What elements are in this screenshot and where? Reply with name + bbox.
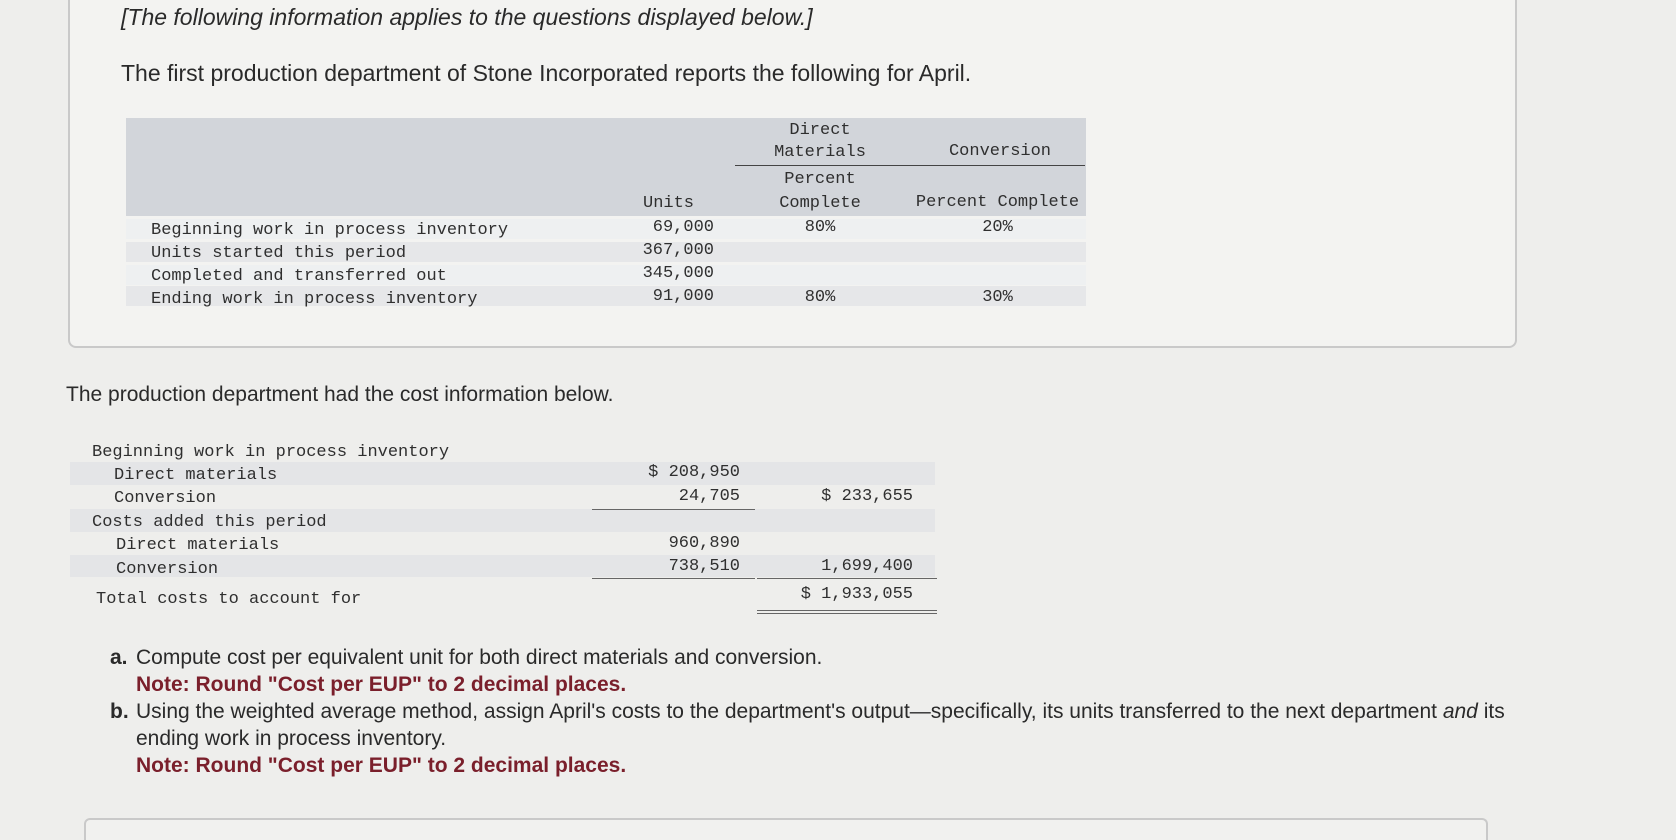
double-underline [757, 613, 937, 614]
add-conv-value: 738,510 [668, 557, 740, 576]
beg-conv-value: 24,705 [678, 487, 740, 506]
questions [110, 644, 1536, 779]
header-dm-line3: Percent [784, 170, 856, 189]
subtotal-rule [592, 578, 755, 579]
intro-note: [The following information applies to the questions displayed below.] [121, 4, 813, 30]
add-dm-label: Direct materials [116, 536, 280, 555]
header-units: Units [643, 194, 695, 213]
costs-added-header: Costs added this period [92, 513, 327, 532]
beg-dm-label: Direct materials [114, 466, 278, 485]
intro-text: The first production department of Stone Incorporated reports the following for April. [121, 60, 972, 86]
row-units: 69,000 [652, 218, 714, 237]
row-dm-percent: 80% [804, 288, 836, 307]
question-b [110, 698, 1536, 779]
header-dm-line4: Complete [779, 194, 861, 213]
row-label: Beginning work in process inventory [151, 221, 509, 240]
add-dm-value: 960,890 [668, 534, 740, 553]
total-costs-value: $ 1,933,055 [800, 585, 913, 604]
add-conv-label: Conversion [116, 560, 219, 579]
question-b-text-1: Using the weighted average method, assign April's costs to the department's output—specifically, its units transferred to the next department [136, 700, 1443, 723]
question-a-text: Compute cost per equivalent unit for both direct materials and conversion. [136, 646, 823, 669]
row-label: Units started this period [151, 244, 407, 263]
question-a-marker: a. [110, 646, 128, 669]
header-conv-line2: Percent Complete [915, 193, 1080, 212]
row-units: 91,000 [652, 287, 714, 306]
add-total-value: 1,699,400 [821, 557, 913, 576]
header-conv-line1: Conversion [948, 142, 1052, 161]
double-underline [757, 610, 937, 611]
beg-dm-value: $ 208,950 [648, 463, 740, 482]
row-dm-percent: 80% [804, 218, 836, 237]
question-a-note: Note: Round "Cost per EUP" to 2 decimal places. [136, 673, 627, 696]
question-b-text-emphasis: and [1442, 700, 1478, 723]
question-a [110, 644, 1536, 698]
question-b-text [136, 698, 1536, 752]
beginning-wip-header: Beginning work in process inventory [92, 443, 450, 462]
row-conv-percent: 30% [982, 288, 1013, 307]
answer-panel-edge [84, 818, 1488, 840]
header-dm-line1: Direct [789, 121, 851, 140]
row-units: 367,000 [642, 241, 714, 260]
row-label: Completed and transferred out [151, 267, 447, 286]
row-conv-percent: 20% [982, 218, 1013, 237]
question-b-marker: b. [110, 700, 129, 723]
beg-total-value: $ 233,655 [821, 487, 913, 506]
total-costs-label: Total costs to account for [96, 590, 362, 609]
total-rule [757, 578, 937, 579]
cost-section-intro: The production department had the cost information below. [66, 383, 614, 406]
beg-conv-label: Conversion [114, 489, 217, 508]
question-b-note: Note: Round "Cost per EUP" to 2 decimal places. [136, 754, 627, 777]
question-b-text-2: its ending work in process inventory. [136, 700, 1505, 750]
subtotal-rule [592, 509, 755, 510]
header-underline [735, 165, 1085, 166]
row-units: 345,000 [642, 264, 714, 283]
row-label: Ending work in process inventory [151, 290, 478, 309]
header-dm-line2: Materials [774, 143, 866, 162]
